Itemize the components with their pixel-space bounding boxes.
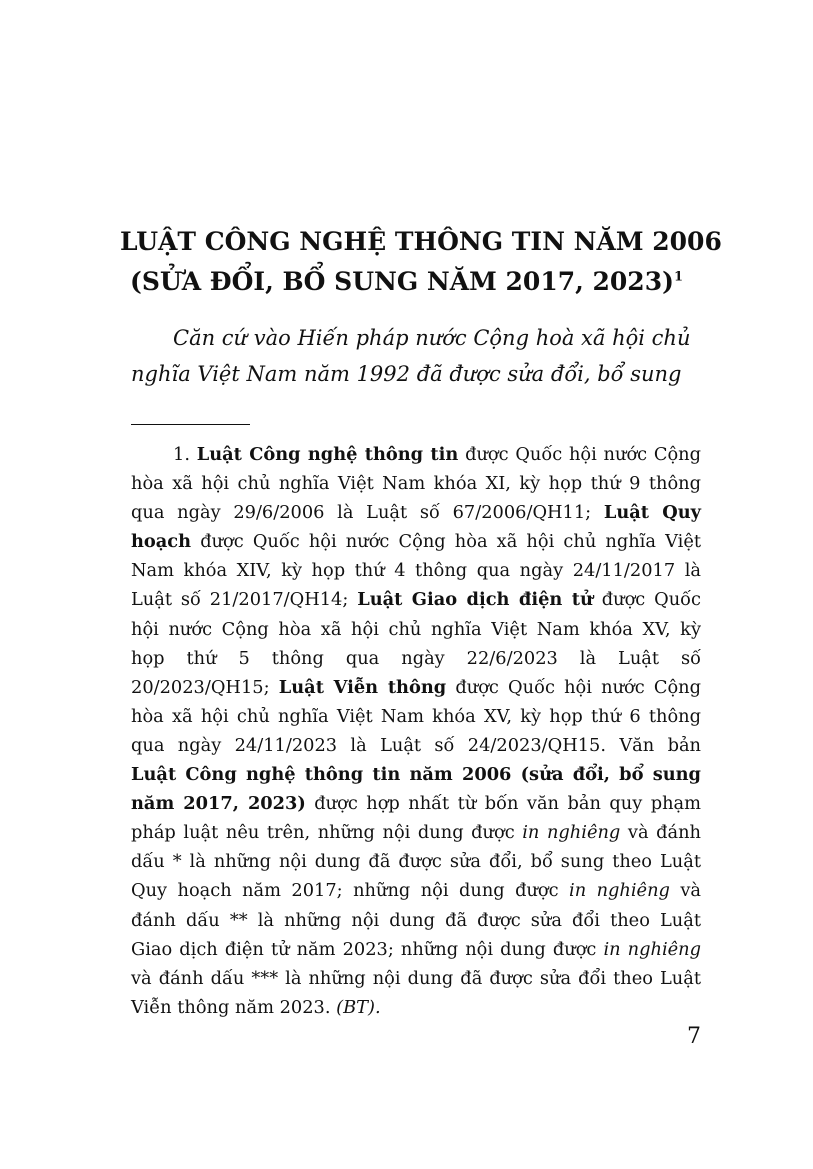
footnote-line: [131, 818, 701, 847]
law-name-bold: Luật Công nghệ thông tin năm 2006 (sửa đổi, bổ sung: [131, 764, 701, 786]
footnote-text: được Quốc hội nước Cộng: [446, 676, 702, 698]
preamble-line-1: Căn cứ vào Hiến pháp nước Cộng hoà xã hội chủ: [173, 326, 691, 350]
title-line-2-text: (SỬA ĐỔI, BỔ SUNG NĂM 2017, 2023): [130, 267, 674, 296]
footnote-separator: [131, 424, 250, 425]
italic-phrase: in nghiêng: [569, 880, 670, 902]
law-name-bold: hoạch: [131, 531, 192, 553]
footnote-text: được Quốc: [592, 589, 702, 611]
italic-phrase: (BT).: [336, 996, 381, 1018]
footnote-line: hội nước Cộng hòa xã hội chủ nghĩa Việt Nam khóa XV, kỳ: [131, 618, 701, 640]
italic-phrase: in nghiêng: [522, 822, 621, 844]
footnote-line: [131, 585, 701, 614]
footnote-line: [131, 673, 701, 702]
footnote-line: họp thứ 5 thông qua ngày 22/6/2023 là Luật số: [131, 647, 701, 669]
footnote-line: [131, 440, 701, 469]
preamble-paragraph: [131, 320, 701, 392]
footnote-line: [131, 498, 701, 527]
italic-phrase: in nghiêng: [603, 938, 701, 960]
law-name-bold: Luật Công nghệ thông tin: [196, 444, 459, 465]
footnote-line: Nam khóa XIV, kỳ họp thứ 4 thông qua ngày 24/11/2017 là: [131, 560, 701, 582]
footnote-number: 1.: [173, 444, 197, 465]
law-name-bold: năm 2017, 2023): [131, 793, 306, 815]
footnote-line: hòa xã hội chủ nghĩa Việt Nam khóa XV, kỳ họp thứ 6 thông: [131, 705, 701, 727]
footnote-line: hòa xã hội chủ nghĩa Việt Nam khóa XI, kỳ họp thứ 9 thông: [131, 473, 701, 495]
preamble-line-2: nghĩa Việt Nam năm 1992 đã được sửa đổi, bổ sung: [131, 362, 682, 386]
title-line-2: [120, 262, 693, 302]
footnote-text: và: [669, 880, 701, 902]
footnote-text: Giao dịch điện tử năm 2023; những nội dung được: [131, 938, 604, 960]
footnote-line: [131, 993, 701, 1022]
footnote-line: [131, 789, 701, 818]
footnote-text: Quy hoạch năm 2017; những nội dung được: [131, 880, 570, 902]
footnote-line: đánh dấu ** là những nội dung đã được sửa đổi theo Luật: [131, 909, 701, 931]
footnote-reference: 1: [673, 269, 683, 285]
footnote: [131, 440, 701, 1022]
footnote-line: [131, 527, 701, 556]
footnote-line: [131, 876, 701, 905]
footnote-text: được Quốc hội nước Cộng hòa xã hội chủ nghĩa Việt: [191, 531, 701, 553]
footnote-text: qua ngày 29/6/2006 là Luật số 67/2006/QH11;: [131, 502, 604, 524]
footnote-text: Luật số 21/2017/QH14;: [131, 589, 358, 611]
title-line-1: LUẬT CÔNG NGHỆ THÔNG TIN NĂM 2006: [120, 227, 722, 256]
page-number: 7: [687, 1024, 701, 1049]
footnote-text: Viễn thông năm 2023.: [131, 996, 337, 1018]
footnote-line: và đánh dấu *** là những nội dung đã được sửa đổi theo Luật: [131, 967, 701, 989]
footnote-line: [131, 935, 701, 964]
footnote-text: được Quốc hội nước Cộng: [458, 444, 702, 465]
footnote-text: được hợp nhất từ bốn văn bản quy phạm: [305, 793, 701, 815]
document-title: [120, 222, 722, 302]
footnote-line: [131, 760, 701, 789]
law-name-bold: Luật Viễn thông: [278, 676, 447, 698]
footnote-line: qua ngày 24/11/2023 là Luật số 24/2023/QH15. Văn bản: [131, 734, 701, 756]
footnote-line: dấu * là những nội dung đã được sửa đổi, bổ sung theo Luật: [131, 851, 701, 873]
footnote-text: và đánh: [620, 822, 702, 844]
law-name-bold: Luật Quy: [603, 502, 701, 524]
footnote-text: pháp luật nêu trên, những nội dung được: [131, 822, 523, 844]
footnote-text: 20/2023/QH15;: [131, 676, 279, 698]
law-name-bold: Luật Giao dịch điện tử: [357, 589, 593, 611]
